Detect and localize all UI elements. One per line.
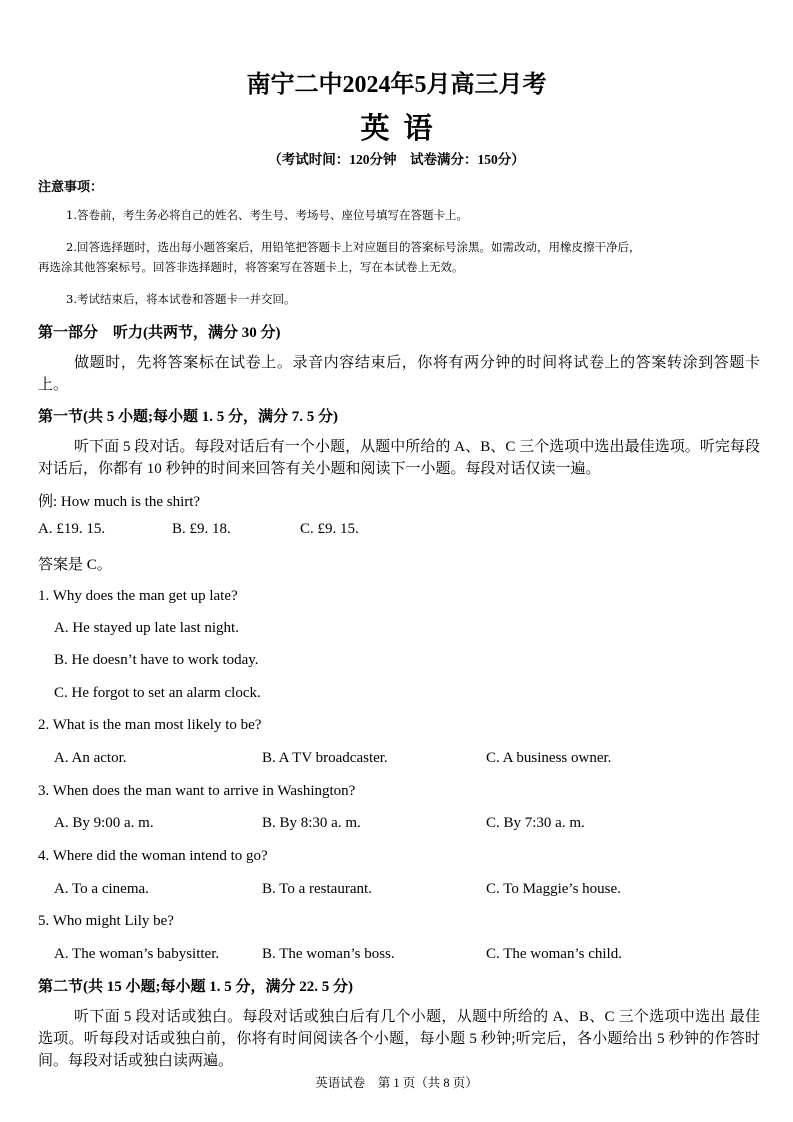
section1-intro: 听下面 5 段对话。每段对话后有一个小题，从题中所给的 A、B、C 三个选项中选出最佳选项。听完每段对话后，你都有 10 秒钟的时间来回答有关小题和阅读下一小题。每段对话仅读一遍。 xyxy=(38,439,760,477)
subject-title: 英语 xyxy=(360,113,447,145)
part1-intro: 做题时，先将答案标在试卷上。录音内容结束后，你将有两分钟的时间将试卷上的答案转涂到答题卡上。 xyxy=(38,355,760,393)
question-3-option-a: A. By 9:00 a. m. xyxy=(54,815,154,831)
question-4-option-b: B. To a restaurant. xyxy=(262,881,372,897)
example-option-a: A. £19. 15. xyxy=(38,521,106,537)
notice-heading: 注意事项： xyxy=(38,180,104,195)
question-3: 3. When does the man want to arrive in Washington? xyxy=(38,783,356,799)
question-4-option-c: C. To Maggie’s house. xyxy=(486,881,621,897)
section2-heading: 第二节(共 15 小题;每小题 1. 5 分，满分 22. 5 分) xyxy=(38,979,353,995)
exam-title: 南宁二中2024年5月高三月考 xyxy=(246,72,547,98)
section1-heading: 第一节(共 5 小题;每小题 1. 5 分，满分 7. 5 分) xyxy=(38,409,338,425)
question-1: 1. Why does the man get up late? xyxy=(38,588,238,604)
notice-item-3: 3.考试结束后，将本试卷和答题卡一并交回。 xyxy=(66,292,296,306)
question-1-option-b: B. He doesn’t have to work today. xyxy=(54,652,259,668)
question-5: 5. Who might Lily be? xyxy=(38,913,174,929)
section2-intro: 听下面 5 段对话或独白。每段对话或独白后有几个小题，从题中所给的 A、B、C 三个选项中选出 最佳选项。听每段对话或独白前，你将有时间阅读各个小题，每小题 5 秒钟;听完后，各小题给出 5 秒钟的作答时间。每段对话或独白读两遍。 xyxy=(38,1009,760,1069)
exam-meta: （考试时间：120分钟 试卷满分：150分） xyxy=(268,152,525,167)
notice-item-2-line-1: 2.回答选择题时，选出每小题答案后，用铅笔把答题卡上对应题目的答案标号涂黑。如需改动，用橡皮擦干净后， xyxy=(66,240,641,254)
notice-item-2-line-2: 再选涂其他答案标号。回答非选择题时，将答案写在答题卡上，写在本试卷上无效。 xyxy=(38,260,464,274)
question-5-option-a: A. The woman’s babysitter. xyxy=(54,946,220,962)
notice-item-1: 1.答卷前，考生务必将自己的姓名、考生号、考场号、座位号填写在答题卡上。 xyxy=(66,208,468,222)
example-question: 例: How much is the shirt? xyxy=(38,494,201,510)
example-option-b: B. £9. 18. xyxy=(172,521,231,537)
question-2: 2. What is the man most likely to be? xyxy=(38,717,262,733)
question-5-option-c: C. The woman’s child. xyxy=(486,946,622,962)
question-4-option-a: A. To a cinema. xyxy=(54,881,149,897)
example-answer: 答案是 C。 xyxy=(38,557,112,573)
question-5-option-b: B. The woman’s boss. xyxy=(262,946,395,962)
example-option-c: C. £9. 15. xyxy=(300,521,359,537)
question-2-option-c: C. A business owner. xyxy=(486,750,612,766)
question-2-option-b: B. A TV broadcaster. xyxy=(262,750,388,766)
part1-heading: 第一部分 听力(共两节，满分 30 分) xyxy=(38,325,281,341)
question-4: 4. Where did the woman intend to go? xyxy=(38,848,268,864)
question-1-option-c: C. He forgot to set an alarm clock. xyxy=(54,685,261,701)
question-3-option-b: B. By 8:30 a. m. xyxy=(262,815,361,831)
page-footer: 英语试卷 第 1 页（共 8 页） xyxy=(315,1076,478,1090)
question-2-option-a: A. An actor. xyxy=(54,750,127,766)
question-3-option-c: C. By 7:30 a. m. xyxy=(486,815,585,831)
question-1-option-a: A. He stayed up late last night. xyxy=(54,620,239,636)
